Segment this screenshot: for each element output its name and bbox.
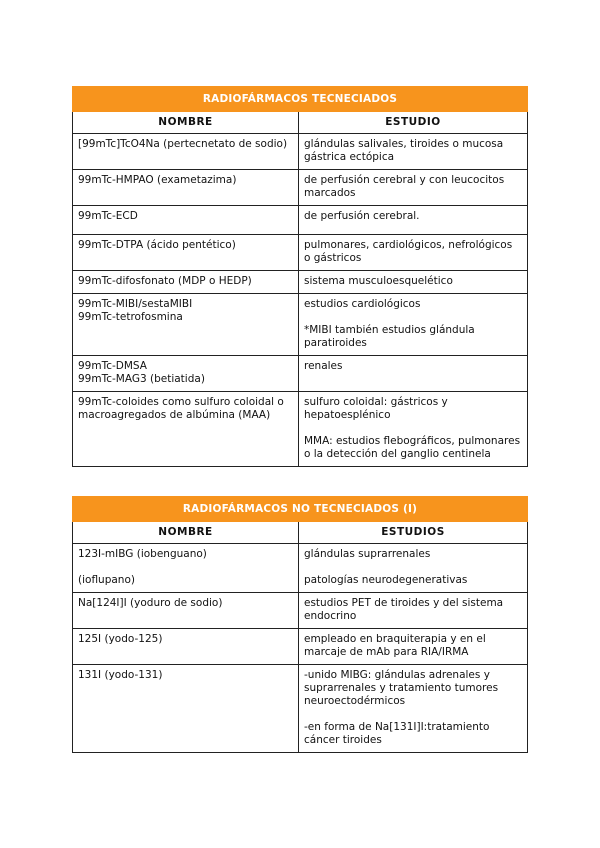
table-title: RADIOFÁRMACOS NO TECNECIADOS (I) <box>73 497 528 522</box>
nombre-text: (ioflupano) <box>78 574 135 586</box>
nombre-cell <box>73 134 299 170</box>
table-radiofarmacos-no-tecneciados <box>72 496 528 753</box>
column-header-nombre: NOMBRE <box>73 112 299 134</box>
estudio-cell <box>299 170 528 206</box>
nombre-text: 99mTc-HMPAO (exametazima) <box>78 174 237 186</box>
nombre-text: 99mTc-coloides como sulfuro coloidal o macroagregados de albúmina (MAA) <box>78 396 284 421</box>
nombre-text: 131I (yodo-131) <box>78 669 163 681</box>
column-header-estudios: ESTUDIOS <box>299 522 528 544</box>
estudio-cell <box>299 206 528 235</box>
estudio-text: renales <box>304 360 343 372</box>
estudio-cell <box>299 593 528 629</box>
table-radiofarmacos-tecneciados <box>72 86 528 467</box>
estudio-cell <box>299 629 528 665</box>
estudio-text: *MIBI también estudios glándula paratiroides <box>304 324 475 349</box>
table-row <box>73 134 528 170</box>
table-row <box>73 356 528 392</box>
nombre-text: [99mTc]TcO4Na (pertecnetato de sodio) <box>78 138 288 150</box>
nombre-cell <box>73 356 299 392</box>
nombre-text: 99mTc-MIBI/sestaMIBI <box>78 298 193 310</box>
estudio-cell <box>299 665 528 753</box>
estudio-text: sulfuro coloidal: gástricos y hepatoesplénico <box>304 396 448 421</box>
estudio-text: glándulas salivales, tiroides o mucosa gástrica ectópica <box>304 138 504 163</box>
nombre-text: Na[124I]I (yoduro de sodio) <box>78 597 223 609</box>
nombre-cell <box>73 593 299 629</box>
estudio-cell <box>299 356 528 392</box>
nombre-text: 99mTc-DTPA (ácido pentético) <box>78 239 236 251</box>
estudio-text: de perfusión cerebral y con leucocitos marcados <box>304 174 505 199</box>
estudio-cell <box>299 392 528 467</box>
table-title: RADIOFÁRMACOS TECNECIADOS <box>73 87 528 112</box>
estudio-text: pulmonares, cardiológicos, nefrológicos o gástricos <box>304 239 513 264</box>
nombre-cell <box>73 294 299 356</box>
nombre-cell <box>73 544 299 593</box>
estudio-text: -unido MIBG: glándulas adrenales y suprarrenales y tratamiento tumores neuroectodérmicos <box>304 669 499 707</box>
nombre-text: 125I (yodo-125) <box>78 633 163 645</box>
table-row <box>73 271 528 294</box>
estudio-text: patologías neurodegenerativas <box>304 574 468 586</box>
table-row <box>73 392 528 467</box>
nombre-text: 123I-mIBG (iobenguano) <box>78 548 207 560</box>
nombre-cell <box>73 235 299 271</box>
estudio-text: -en forma de Na[131I]I:tratamiento cáncer tiroides <box>304 721 490 746</box>
table-row <box>73 235 528 271</box>
estudio-cell <box>299 544 528 593</box>
estudio-text: de perfusión cerebral. <box>304 210 420 222</box>
estudio-text: glándulas suprarrenales <box>304 548 431 560</box>
nombre-cell <box>73 206 299 235</box>
table-row <box>73 629 528 665</box>
table-row <box>73 593 528 629</box>
nombre-cell <box>73 629 299 665</box>
estudio-cell <box>299 294 528 356</box>
table-row <box>73 665 528 753</box>
estudio-text: sistema musculoesquelético <box>304 275 453 287</box>
table-row <box>73 170 528 206</box>
table-row <box>73 206 528 235</box>
column-header-estudio: ESTUDIO <box>299 112 528 134</box>
column-header-nombre: NOMBRE <box>73 522 299 544</box>
nombre-text: 99mTc-tetrofosmina <box>78 311 183 323</box>
estudio-cell <box>299 235 528 271</box>
nombre-text: 99mTc-ECD <box>78 210 138 222</box>
nombre-cell <box>73 170 299 206</box>
nombre-text: 99mTc-DMSA <box>78 360 147 372</box>
estudio-text: empleado en braquiterapia y en el marcaje de mAb para RIA/IRMA <box>304 633 486 658</box>
table-row <box>73 294 528 356</box>
estudio-text: MMA: estudios flebográficos, pulmonares o la detección del ganglio centinela <box>304 435 521 460</box>
nombre-cell <box>73 392 299 467</box>
table-row <box>73 544 528 593</box>
estudio-text: estudios PET de tiroides y del sistema endocrino <box>304 597 504 622</box>
nombre-cell <box>73 271 299 294</box>
estudio-cell <box>299 271 528 294</box>
nombre-text: 99mTc-difosfonato (MDP o HEDP) <box>78 275 252 287</box>
nombre-text: 99mTc-MAG3 (betiatida) <box>78 373 205 385</box>
estudio-cell <box>299 134 528 170</box>
nombre-cell <box>73 665 299 753</box>
estudio-text: estudios cardiológicos <box>304 298 421 310</box>
